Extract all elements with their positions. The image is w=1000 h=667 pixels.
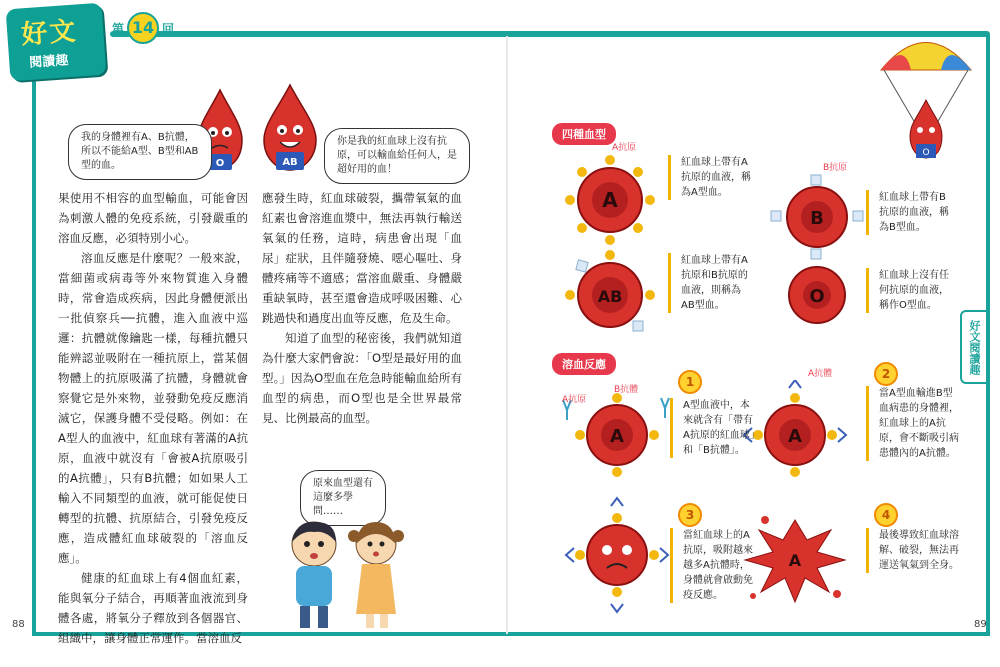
cell-b-antigen-label: B抗原	[823, 163, 848, 173]
page-number-left: 88	[12, 619, 25, 630]
page-number-right: 89	[974, 619, 987, 630]
cell-a-description: 紅血球上帶有A抗原的血液，稱為A型血。	[668, 155, 753, 200]
speech-bubble-right: 你是我的紅血球上沒有抗原，可以輸血給任何人，是超好用的血！	[324, 128, 470, 184]
frame-right-border	[986, 34, 990, 635]
svg-text:O: O	[809, 286, 825, 307]
reaction-step2-cell	[744, 380, 846, 477]
blood-type-cells	[565, 145, 965, 345]
logo-main-text: 好文	[20, 16, 79, 51]
series-logo	[6, 3, 107, 82]
reaction-step4-burst	[745, 516, 845, 602]
cell-ab	[565, 250, 655, 331]
paragraph-2: 溶血反應是什麼呢？一般來說，當細菌或病毒等外來物質進入身體時，常會造成疾病，因此身體便派出一批偵察兵──抗體，進入血液中巡邏：抗體就像鑰匙一樣，每種抗體只能辨認並吸附在一種抗原上，當某個物體上的抗原吸滿了抗體，身體就會察覺它是外來物，並發動免疫反應消滅它，保護身體不受侵略。例如：在A型人的血液中，紅血球有著滿的A抗原，血液中就沒有「會被A抗原吸引的A抗體」，只有B抗體；如如果人工輸入不同類型的血液，就可能促使日轉型的抗體、抗原結合，引發免疫反應，造成體紅血球破裂的「溶血反應」。	[58, 251, 248, 565]
paragraph-1: 果使用不相容的血型輸血，可能會因為刺激人體的免疫系統，引發嚴重的溶血反應，必須特別小心。	[58, 191, 248, 245]
side-tab: 好文閱讀趣	[960, 310, 986, 384]
speech-bubble-kids: 原來血型還有這麼多學問……	[300, 470, 386, 526]
paragraph-4: 應發生時，紅血球破裂，攜帶氧氣的血紅素也會溶進血漿中，無法再執行輸送氧氣的任務，這時，病患會出現「血尿」症狀，且伴隨發燒、噁心嘔吐、身體疼痛等不適感；當溶血嚴重、身體嚴重缺氧時，甚至還會造成呼吸困難、心跳過快和過度出血等反應，危及生命。	[262, 191, 462, 325]
kids-illustration	[276, 514, 416, 632]
cell-a-antigen-label: A抗原	[612, 143, 637, 153]
svg-text:AB: AB	[282, 157, 298, 168]
step-1-badge: 1	[678, 370, 702, 394]
left-column-2	[262, 188, 462, 428]
svg-text:A: A	[788, 551, 802, 570]
step-2-badge: 2	[874, 362, 898, 386]
boy-figure	[292, 522, 336, 628]
cell-b-description: 紅血球上帶有B抗原的血液，稱為B型血。	[866, 190, 951, 235]
label-a-antibody: A抗體	[808, 369, 833, 379]
paragraph-5: 知道了血型的秘密後，我們就知道為什麼大家們會說：「O型是最好用的血型。」因為O型血在危急時能輸血給所有血型的病患，而O型也是全世界最常見、比例最高的血型。	[262, 331, 462, 425]
cell-o-description: 紅血球上沒有任何抗原的血液，稱作O型血。	[866, 268, 955, 313]
logo-sub-text: 閱讀趣	[28, 53, 69, 71]
svg-text:B: B	[810, 208, 824, 229]
cell-a	[565, 155, 655, 245]
step-3-badge: 3	[678, 503, 702, 527]
step-4-description: 最後導致紅血球溶解、破裂，無法再運送氧氣到全身。	[866, 528, 959, 573]
left-column-1	[58, 188, 248, 648]
speech-bubble-left: 我的身體裡有A、B抗體，所以不能給A型、B型和AB型的血。	[68, 124, 212, 180]
step-3-description: 當紅血球上的A抗原，吸附越來越多A抗體時，身體就會啟動免疫反應。	[670, 528, 755, 603]
frame-left-border	[32, 70, 36, 635]
cell-o	[789, 267, 845, 323]
label-a-antigen-reaction: A抗原	[562, 395, 587, 405]
cell-ab-description: 紅血球上帶有A抗原和B抗原的血液，則稱為AB型血。	[668, 253, 753, 313]
blood-drop-ab-character	[264, 85, 316, 170]
step-1-description: A型血液中，本來就含有「帶有A抗原的紅血球」和「B抗體」。	[670, 398, 755, 458]
svg-text:A: A	[788, 426, 802, 447]
episode-suffix: 回	[162, 21, 175, 36]
label-b-antibody: B抗體	[614, 385, 639, 395]
episode-number: 14	[127, 12, 159, 44]
girl-figure	[348, 522, 404, 628]
episode-prefix: 第	[112, 21, 125, 36]
section-label-hemolysis: 溶血反應	[552, 353, 616, 375]
svg-text:A: A	[602, 188, 618, 212]
section-label-blood-types: 四種血型	[552, 123, 616, 145]
step-2-description: 當A型血輸進B型血病患的身體裡，紅血球上的A抗原，會不斷吸引病患體內的A抗體。	[866, 386, 959, 461]
page-gutter	[506, 36, 508, 634]
cell-b	[771, 175, 863, 259]
svg-text:O: O	[215, 158, 225, 169]
reaction-step3-cell	[566, 498, 668, 612]
step-4-badge: 4	[874, 503, 898, 527]
svg-text:AB: AB	[597, 287, 623, 306]
paragraph-3: 健康的紅血球上有4個血紅素，能與氧分子結合，再順著血液流到身體各處，將氧分子釋放到各個器官、組織中，讓身體正常運作。當溶血反	[58, 571, 248, 645]
frame-top-border	[110, 31, 990, 37]
svg-text:A: A	[610, 426, 624, 447]
reaction-step1-cell	[563, 393, 669, 477]
svg-text:O: O	[922, 148, 930, 158]
episode-marker	[112, 12, 174, 44]
